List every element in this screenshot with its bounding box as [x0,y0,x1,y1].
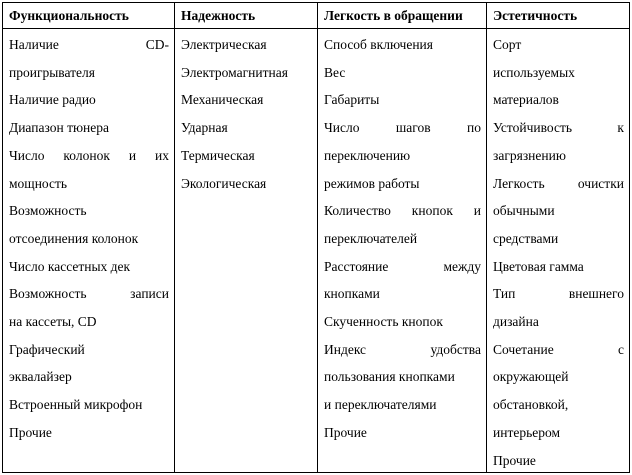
table-line: Графический [9,341,85,357]
column-reliability [174,29,317,472]
table-line: Устойчивость к [493,120,624,136]
table-line: Скученность кнопок [324,314,443,330]
header-ease-of-use: Легкость в обращении [317,3,486,28]
table-line: материалов [493,92,559,108]
table-line: Число шагов по [324,120,481,136]
table-line: режимов работы [324,175,420,191]
table-line: и переключателями [324,397,437,413]
table-line: пользования кнопками [324,369,455,385]
header-reliability: Надежность [174,3,317,28]
header-aesthetics: Эстетичность [486,3,629,28]
table-line: Индекс удобства [324,341,481,357]
table-line: обычными [493,203,555,219]
table-line: Экологическая [181,175,267,191]
table-line: Диапазон тюнера [9,120,110,136]
table-line: Расстояние между [324,258,481,274]
table-body-row [3,29,629,472]
table-line: Прочие [324,424,367,440]
table-line: Электрическая [181,37,267,52]
table-line: Цветовая гамма [493,258,584,274]
table-line: Вес [324,64,346,80]
table-line: Встроенный микрофон [9,397,143,413]
table-line: Электромагнитная [181,64,288,80]
table-line: Число кассетных дек [9,258,131,274]
header-functionality: Функциональность [9,8,129,23]
table-line: Габариты [324,92,380,108]
table-line: Сорт [493,37,522,52]
table-line: Сочетание с [493,341,624,357]
table-line: загрязнению [493,147,566,163]
table-line: Наличие CD- [9,37,169,52]
table-header-row [3,3,629,29]
table-line: проигрывателя [9,64,95,80]
table-line: средствами [493,230,559,246]
table-line: Термическая [181,147,255,163]
table-line: переключателей [324,230,418,246]
table-line: Прочие [9,424,52,440]
table-line: Механическая [181,92,264,108]
table-line: эквалайзер [9,369,72,385]
column-functionality [3,29,174,472]
table-line: мощность [9,175,68,191]
column-aesthetics [486,29,629,472]
table-line: Число колонок и их [9,147,169,163]
table-line: переключению [324,147,411,163]
table-line: обстановкой, [493,397,569,413]
table-line: дизайна [493,314,539,330]
table-line: кнопками [324,286,380,302]
table-line: Количество кнопок и [324,203,481,219]
table-line: Способ включения [324,37,433,52]
table-line: Ударная [181,120,228,136]
table-line: Тип внешнего [493,286,624,302]
column-ease-of-use [317,29,486,472]
table-line: используемых [493,64,575,80]
table-line: Прочие [493,452,536,468]
table-line: Легкость очистки [493,175,624,191]
table-line: на кассеты, CD [9,314,97,330]
table-line: Наличие радио [9,92,96,108]
table-line: Возможность записи [9,286,169,302]
criteria-table [2,2,630,473]
table-line: отсоединения колонок [9,230,139,246]
table-line: интерьером [493,424,561,440]
table-line: Возможность [9,203,87,219]
table-line: окружающей [493,369,569,385]
